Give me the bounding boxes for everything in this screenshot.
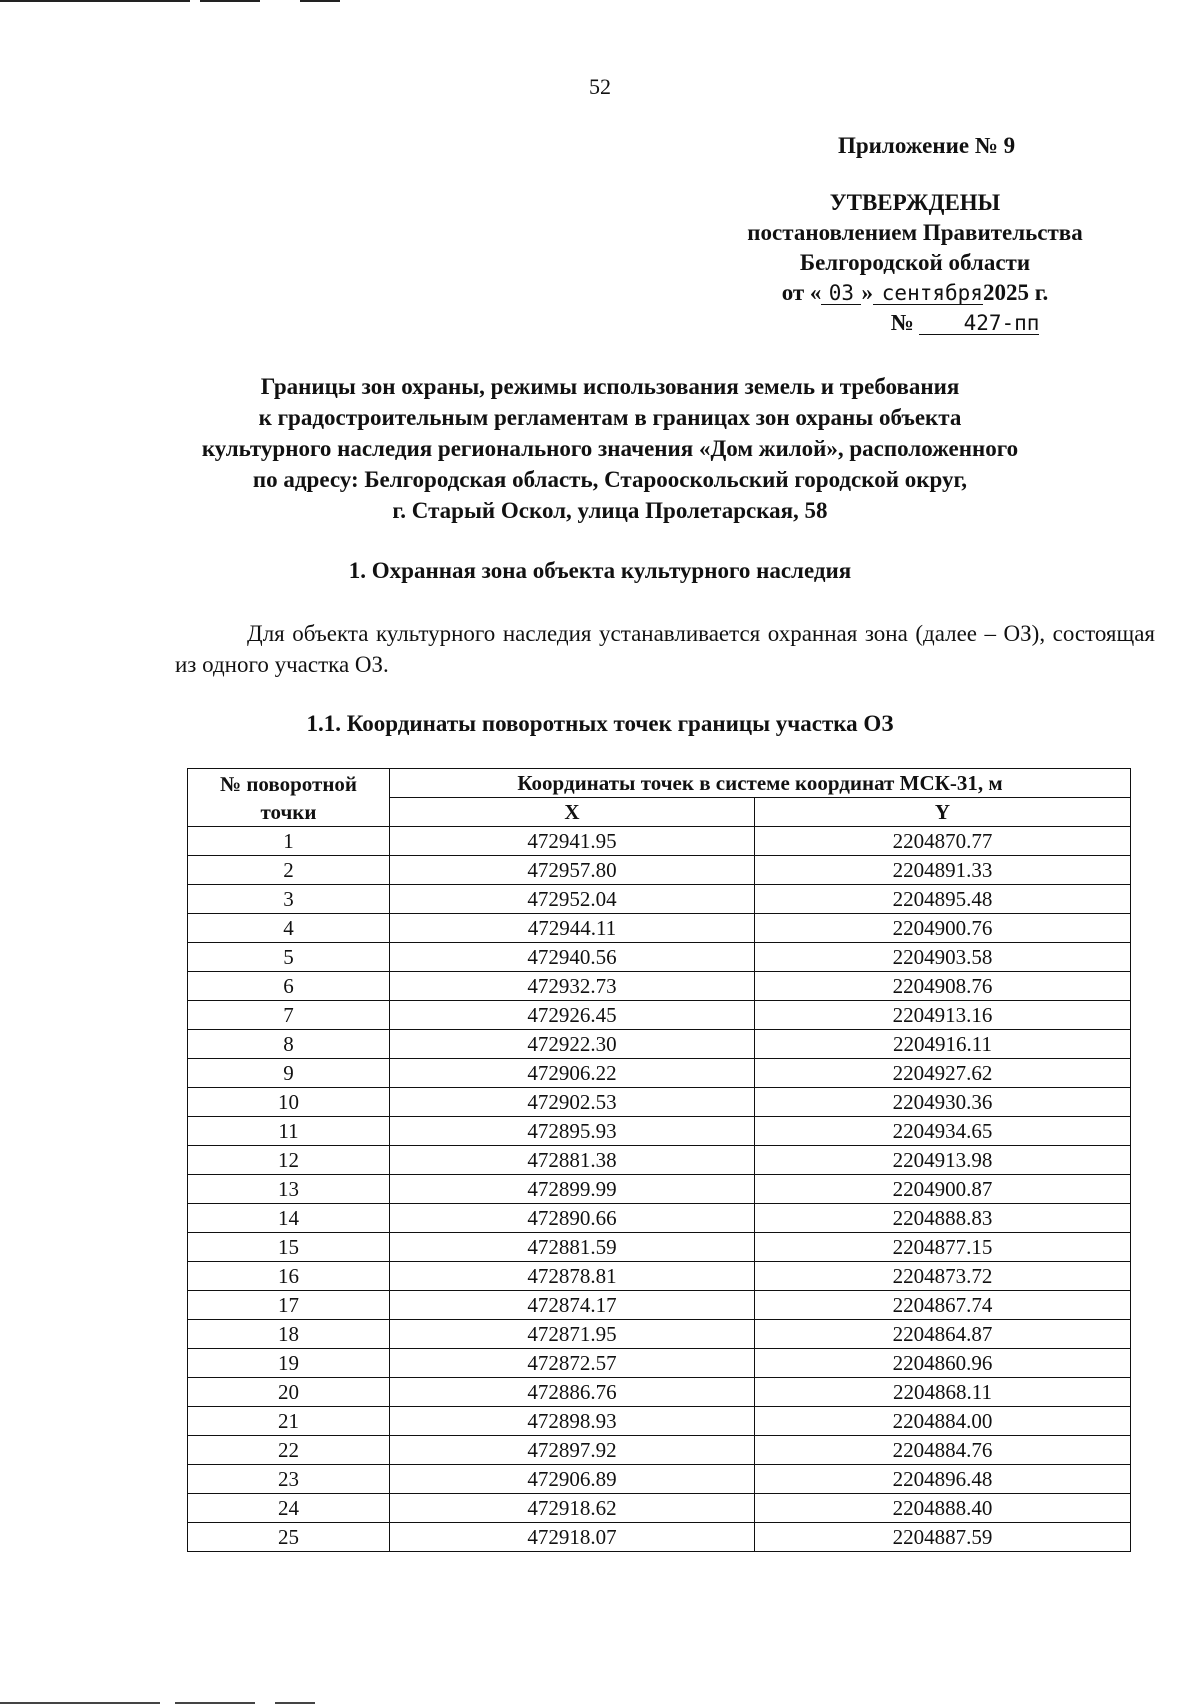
title-line-1: Границы зон охраны, режимы использования земель и требования <box>260 374 960 399</box>
y-coordinate-cell: 2204913.98 <box>755 1146 1131 1175</box>
x-coordinate-cell: 472881.59 <box>390 1233 755 1262</box>
point-number-cell: 18 <box>188 1320 390 1349</box>
title-line-3: культурного наследия регионального значения «Дом жилой», расположенного <box>201 436 1019 461</box>
approval-number-underline <box>919 312 1039 335</box>
point-number-cell: 12 <box>188 1146 390 1175</box>
page-number: 52 <box>589 74 611 99</box>
scan-bottom-edge <box>0 1702 1200 1705</box>
header-point-number: № поворотной точки <box>188 769 390 827</box>
point-number-cell: 21 <box>188 1407 390 1436</box>
approval-line-1: постановлением Правительства <box>747 220 1083 245</box>
scan-top-edge <box>0 0 1200 3</box>
y-coordinate-cell: 2204927.62 <box>755 1059 1131 1088</box>
table-row <box>188 1320 1131 1349</box>
point-number-cell: 4 <box>188 914 390 943</box>
x-coordinate-cell: 472881.38 <box>390 1146 755 1175</box>
table-header-row <box>188 769 1131 798</box>
x-coordinate-cell: 472899.99 <box>390 1175 755 1204</box>
x-coordinate-cell: 472872.57 <box>390 1349 755 1378</box>
y-coordinate-cell: 2204891.33 <box>755 856 1131 885</box>
point-number-cell: 1 <box>188 827 390 856</box>
approval-day-underline <box>821 282 861 305</box>
point-number-cell: 19 <box>188 1349 390 1378</box>
title-line-2: к градостроительным регламентам в границах зон охраны объекта <box>258 405 962 430</box>
y-coordinate-cell: 2204916.11 <box>755 1030 1131 1059</box>
document-title <box>150 371 1070 526</box>
y-coordinate-cell: 2204873.72 <box>755 1262 1131 1291</box>
table-row <box>188 943 1131 972</box>
point-number-cell: 9 <box>188 1059 390 1088</box>
point-number-cell: 10 <box>188 1088 390 1117</box>
table-row <box>188 1349 1131 1378</box>
y-coordinate-cell: 2204884.76 <box>755 1436 1131 1465</box>
x-coordinate-cell: 472897.92 <box>390 1436 755 1465</box>
y-coordinate-cell: 2204913.16 <box>755 1001 1131 1030</box>
point-number-cell: 23 <box>188 1465 390 1494</box>
table-row <box>188 1117 1131 1146</box>
approval-date <box>640 278 1190 308</box>
approval-line-2: Белгородской области <box>799 250 1031 275</box>
point-number-cell: 14 <box>188 1204 390 1233</box>
table-row <box>188 972 1131 1001</box>
point-number-cell: 3 <box>188 885 390 914</box>
table-row <box>188 1523 1131 1552</box>
table-row <box>188 1001 1131 1030</box>
x-coordinate-cell: 472944.11 <box>390 914 755 943</box>
y-coordinate-cell: 2204888.83 <box>755 1204 1131 1233</box>
y-coordinate-cell: 2204908.76 <box>755 972 1131 1001</box>
approval-date-mid: » <box>861 280 873 305</box>
y-coordinate-cell: 2204900.87 <box>755 1175 1131 1204</box>
approval-heading: УТВЕРЖДЕНЫ <box>829 190 1001 215</box>
subsection-title: 1.1. Координаты поворотных точек границы участка ОЗ <box>306 711 894 736</box>
point-number-cell: 7 <box>188 1001 390 1030</box>
appendix-label: Приложение № 9 <box>838 133 1016 158</box>
point-number-cell: 20 <box>188 1378 390 1407</box>
title-line-5: г. Старый Оскол, улица Пролетарская, 58 <box>392 498 828 523</box>
approval-number <box>640 308 1190 338</box>
x-coordinate-cell: 472932.73 <box>390 972 755 1001</box>
point-number-cell: 22 <box>188 1436 390 1465</box>
section-paragraph: Для объекта культурного наследия устанавливается охранная зона (далее – ОЗ), состоящая из одного участка ОЗ. <box>175 621 1155 677</box>
x-coordinate-cell: 472906.22 <box>390 1059 755 1088</box>
x-coordinate-cell: 472886.76 <box>390 1378 755 1407</box>
approval-month-underline <box>873 282 983 305</box>
y-coordinate-cell: 2204870.77 <box>755 827 1131 856</box>
x-coordinate-cell: 472906.89 <box>390 1465 755 1494</box>
point-number-cell: 24 <box>188 1494 390 1523</box>
point-number-cell: 5 <box>188 943 390 972</box>
table-row <box>188 1407 1131 1436</box>
table-row <box>188 1146 1131 1175</box>
point-number-cell: 6 <box>188 972 390 1001</box>
section-title: 1. Охранная зона объекта культурного наследия <box>348 558 852 583</box>
x-coordinate-cell: 472871.95 <box>390 1320 755 1349</box>
x-coordinate-cell: 472874.17 <box>390 1291 755 1320</box>
coordinates-table <box>187 768 1131 1552</box>
point-number-cell: 2 <box>188 856 390 885</box>
header-y: Y <box>755 798 1131 827</box>
title-line-4: по адресу: Белгородская область, Старооскольский городской округ, <box>252 467 968 492</box>
approval-number-prefix: № <box>890 310 914 335</box>
approval-number-value: 427-пп <box>963 311 1040 335</box>
y-coordinate-cell: 2204877.15 <box>755 1233 1131 1262</box>
y-coordinate-cell: 2204864.87 <box>755 1320 1131 1349</box>
x-coordinate-cell: 472926.45 <box>390 1001 755 1030</box>
table-row <box>188 914 1131 943</box>
x-coordinate-cell: 472957.80 <box>390 856 755 885</box>
table-row <box>188 1262 1131 1291</box>
table-row <box>188 885 1131 914</box>
header-x: X <box>390 798 755 827</box>
approval-year: 2025 г. <box>982 280 1049 305</box>
y-coordinate-cell: 2204887.59 <box>755 1523 1131 1552</box>
x-coordinate-cell: 472878.81 <box>390 1262 755 1291</box>
point-number-cell: 15 <box>188 1233 390 1262</box>
y-coordinate-cell: 2204930.36 <box>755 1088 1131 1117</box>
x-coordinate-cell: 472922.30 <box>390 1030 755 1059</box>
x-coordinate-cell: 472902.53 <box>390 1088 755 1117</box>
point-number-cell: 13 <box>188 1175 390 1204</box>
y-coordinate-cell: 2204896.48 <box>755 1465 1131 1494</box>
y-coordinate-cell: 2204934.65 <box>755 1117 1131 1146</box>
table-row <box>188 1436 1131 1465</box>
approval-month: сентября <box>881 281 983 305</box>
x-coordinate-cell: 472918.07 <box>390 1523 755 1552</box>
x-coordinate-cell: 472918.62 <box>390 1494 755 1523</box>
x-coordinate-cell: 472895.93 <box>390 1117 755 1146</box>
approval-block <box>640 188 1190 338</box>
y-coordinate-cell: 2204903.58 <box>755 943 1131 972</box>
table-row <box>188 1030 1131 1059</box>
point-number-cell: 17 <box>188 1291 390 1320</box>
table-row <box>188 1494 1131 1523</box>
table-row <box>188 1291 1131 1320</box>
y-coordinate-cell: 2204868.11 <box>755 1378 1131 1407</box>
table-row <box>188 856 1131 885</box>
y-coordinate-cell: 2204867.74 <box>755 1291 1131 1320</box>
y-coordinate-cell: 2204900.76 <box>755 914 1131 943</box>
approval-day: 03 <box>828 281 855 305</box>
point-number-cell: 16 <box>188 1262 390 1291</box>
table-row <box>188 1204 1131 1233</box>
y-coordinate-cell: 2204860.96 <box>755 1349 1131 1378</box>
table-row <box>188 1088 1131 1117</box>
table-row <box>188 1233 1131 1262</box>
table-row <box>188 1175 1131 1204</box>
x-coordinate-cell: 472940.56 <box>390 943 755 972</box>
table-row <box>188 1378 1131 1407</box>
table-row <box>188 827 1131 856</box>
table-row <box>188 1465 1131 1494</box>
table-row <box>188 1059 1131 1088</box>
y-coordinate-cell: 2204884.00 <box>755 1407 1131 1436</box>
x-coordinate-cell: 472890.66 <box>390 1204 755 1233</box>
approval-date-prefix: от « <box>781 280 822 305</box>
x-coordinate-cell: 472952.04 <box>390 885 755 914</box>
point-number-cell: 25 <box>188 1523 390 1552</box>
y-coordinate-cell: 2204895.48 <box>755 885 1131 914</box>
x-coordinate-cell: 472941.95 <box>390 827 755 856</box>
point-number-cell: 8 <box>188 1030 390 1059</box>
header-coordinates: Координаты точек в системе координат МСК-31, м <box>390 769 1131 798</box>
x-coordinate-cell: 472898.93 <box>390 1407 755 1436</box>
y-coordinate-cell: 2204888.40 <box>755 1494 1131 1523</box>
point-number-cell: 11 <box>188 1117 390 1146</box>
